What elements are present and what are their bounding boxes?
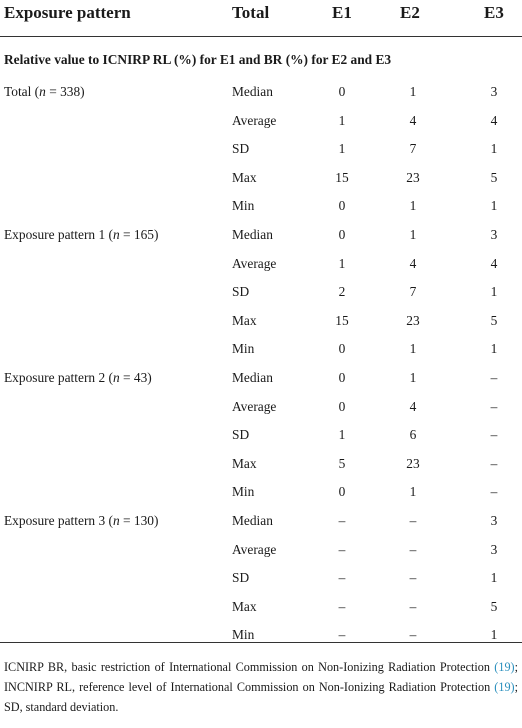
group-label-n: n (112, 227, 120, 242)
cell-e3: – (490, 398, 498, 414)
stat-label: SD (232, 141, 250, 157)
cell-e2: 4 (409, 255, 417, 271)
stat-label: Average (232, 112, 277, 128)
table-row (0, 170, 522, 198)
cell-e3: 4 (490, 255, 498, 271)
cell-e2: 23 (406, 169, 420, 185)
cell-e3: – (490, 427, 498, 443)
table-row (0, 141, 522, 169)
table-row (0, 570, 522, 598)
table-row (0, 399, 522, 427)
table-row (0, 484, 522, 512)
stat-label: SD (232, 284, 250, 300)
cell-e3: – (490, 484, 498, 500)
group-label-count: = 165) (119, 227, 159, 242)
cell-e2: 1 (409, 227, 417, 242)
cell-e2: 23 (406, 312, 420, 328)
footnote-text-2: ; INCNIRP RL, reference level of International Commission on Non-Ionizing Radiation Protection (4, 660, 518, 694)
cell-e3: 4 (490, 112, 498, 128)
cell-e2: – (409, 627, 417, 643)
cell-e2: 7 (409, 284, 417, 300)
table-row (0, 542, 522, 570)
table-row (0, 313, 522, 341)
stat-label: Min (232, 484, 255, 500)
stat-label: Max (232, 169, 257, 185)
cell-e3: 3 (490, 513, 498, 528)
group-label-text: Exposure pattern 3 ( (4, 513, 113, 528)
cell-e1: – (338, 541, 346, 557)
cell-e1: 0 (338, 370, 346, 385)
table-row (0, 341, 522, 369)
cell-e2: – (409, 598, 417, 614)
footnote-text-1: ICNIRP BR, basic restriction of International Commission on Non-Ionizing Radiation Protection (4, 660, 495, 674)
cell-e1: 15 (335, 312, 349, 328)
header-total: Total (232, 3, 270, 22)
footnote-ref-2[interactable]: (19) (494, 680, 515, 694)
stat-label: SD (232, 427, 250, 443)
cell-e1: 1 (338, 141, 346, 157)
cell-e1: 0 (338, 484, 346, 500)
stat-label: Median (232, 227, 273, 242)
cell-e3: 5 (490, 169, 498, 185)
cell-e1: 2 (338, 284, 346, 300)
cell-e1: 0 (338, 198, 346, 214)
header-e3: E3 (484, 3, 504, 22)
cell-e1: 5 (338, 455, 346, 471)
cell-e1: 15 (335, 169, 349, 185)
stat-label: Min (232, 341, 255, 357)
cell-e2: 1 (409, 341, 417, 357)
cell-e1: 0 (338, 341, 346, 357)
stat-label: Max (232, 455, 257, 471)
stat-label: Median (232, 370, 273, 385)
stat-label: Average (232, 541, 277, 557)
table-bottom-rule (0, 642, 522, 643)
table-row (0, 113, 522, 141)
cell-e3: 5 (490, 598, 498, 614)
table-row (0, 427, 522, 455)
table-row (0, 84, 522, 112)
cell-e3: 1 (490, 570, 498, 586)
cell-e2: 7 (409, 141, 417, 157)
cell-e2: – (409, 570, 417, 586)
cell-e1: – (338, 598, 346, 614)
group-label-text: Total ( (4, 84, 40, 99)
cell-e3: 3 (490, 227, 498, 242)
cell-e1: 1 (338, 255, 346, 271)
cell-e3: 1 (490, 141, 498, 157)
footnote-ref-1[interactable]: (19) (494, 660, 515, 674)
group-label (4, 227, 158, 243)
cell-e3: 1 (490, 284, 498, 300)
group-label (4, 370, 152, 386)
cell-e1: – (338, 513, 346, 528)
cell-e3: 1 (490, 627, 498, 643)
cell-e1: 0 (338, 398, 346, 414)
header-rule (0, 36, 522, 37)
table-row (0, 256, 522, 284)
cell-e2: 1 (409, 84, 417, 99)
table-subheading: Relative value to ICNIRP RL (%) for E1 and BR (%) for E2 and E3 (4, 52, 392, 67)
cell-e3: – (490, 370, 498, 385)
table-footnote (4, 657, 518, 717)
cell-e2: 6 (409, 427, 417, 443)
cell-e3: 1 (490, 341, 498, 357)
table-row (0, 456, 522, 484)
header-e2: E2 (400, 3, 420, 22)
table-row (0, 513, 522, 541)
cell-e1: 1 (338, 427, 346, 443)
stat-label: Median (232, 84, 273, 99)
group-label (4, 84, 85, 100)
stat-label: Median (232, 513, 273, 528)
stat-label: Max (232, 312, 257, 328)
table-header (0, 0, 522, 36)
cell-e2: 1 (409, 198, 417, 214)
cell-e1: 1 (338, 112, 346, 128)
table-row (0, 284, 522, 312)
cell-e2: 4 (409, 398, 417, 414)
stat-label: Min (232, 198, 255, 214)
cell-e1: 0 (338, 227, 346, 242)
cell-e3: – (490, 455, 498, 471)
cell-e3: 3 (490, 541, 498, 557)
cell-e2: 4 (409, 112, 417, 128)
group-label-count: = 43) (119, 370, 152, 385)
cell-e2: 1 (409, 370, 417, 385)
stat-label: Average (232, 398, 277, 414)
stat-label: Max (232, 598, 257, 614)
group-label-n: n (112, 513, 120, 528)
stat-label: Average (232, 255, 277, 271)
header-exposure-pattern: Exposure pattern (4, 3, 131, 22)
group-label (4, 513, 158, 529)
cell-e3: 3 (490, 84, 498, 99)
cell-e1: – (338, 627, 346, 643)
group-label-n: n (39, 84, 46, 99)
group-label-count: = 130) (119, 513, 159, 528)
cell-e2: 23 (406, 455, 420, 471)
footnote-text-3: ; SD, standard deviation. (4, 680, 518, 714)
group-label-text: Exposure pattern 1 ( (4, 227, 113, 242)
header-e1: E1 (332, 3, 352, 22)
group-label-n: n (112, 370, 120, 385)
cell-e1: 0 (338, 84, 346, 99)
table-row (0, 198, 522, 226)
cell-e2: – (409, 513, 417, 528)
cell-e3: 5 (490, 312, 498, 328)
cell-e2: 1 (409, 484, 417, 500)
table-row (0, 227, 522, 255)
stat-label: SD (232, 570, 250, 586)
cell-e3: 1 (490, 198, 498, 214)
group-label-text: Exposure pattern 2 ( (4, 370, 113, 385)
table-row (0, 370, 522, 398)
stat-label: Min (232, 627, 255, 643)
group-label-count: = 338) (45, 84, 85, 99)
cell-e1: – (338, 570, 346, 586)
cell-e2: – (409, 541, 417, 557)
table-row (0, 599, 522, 627)
